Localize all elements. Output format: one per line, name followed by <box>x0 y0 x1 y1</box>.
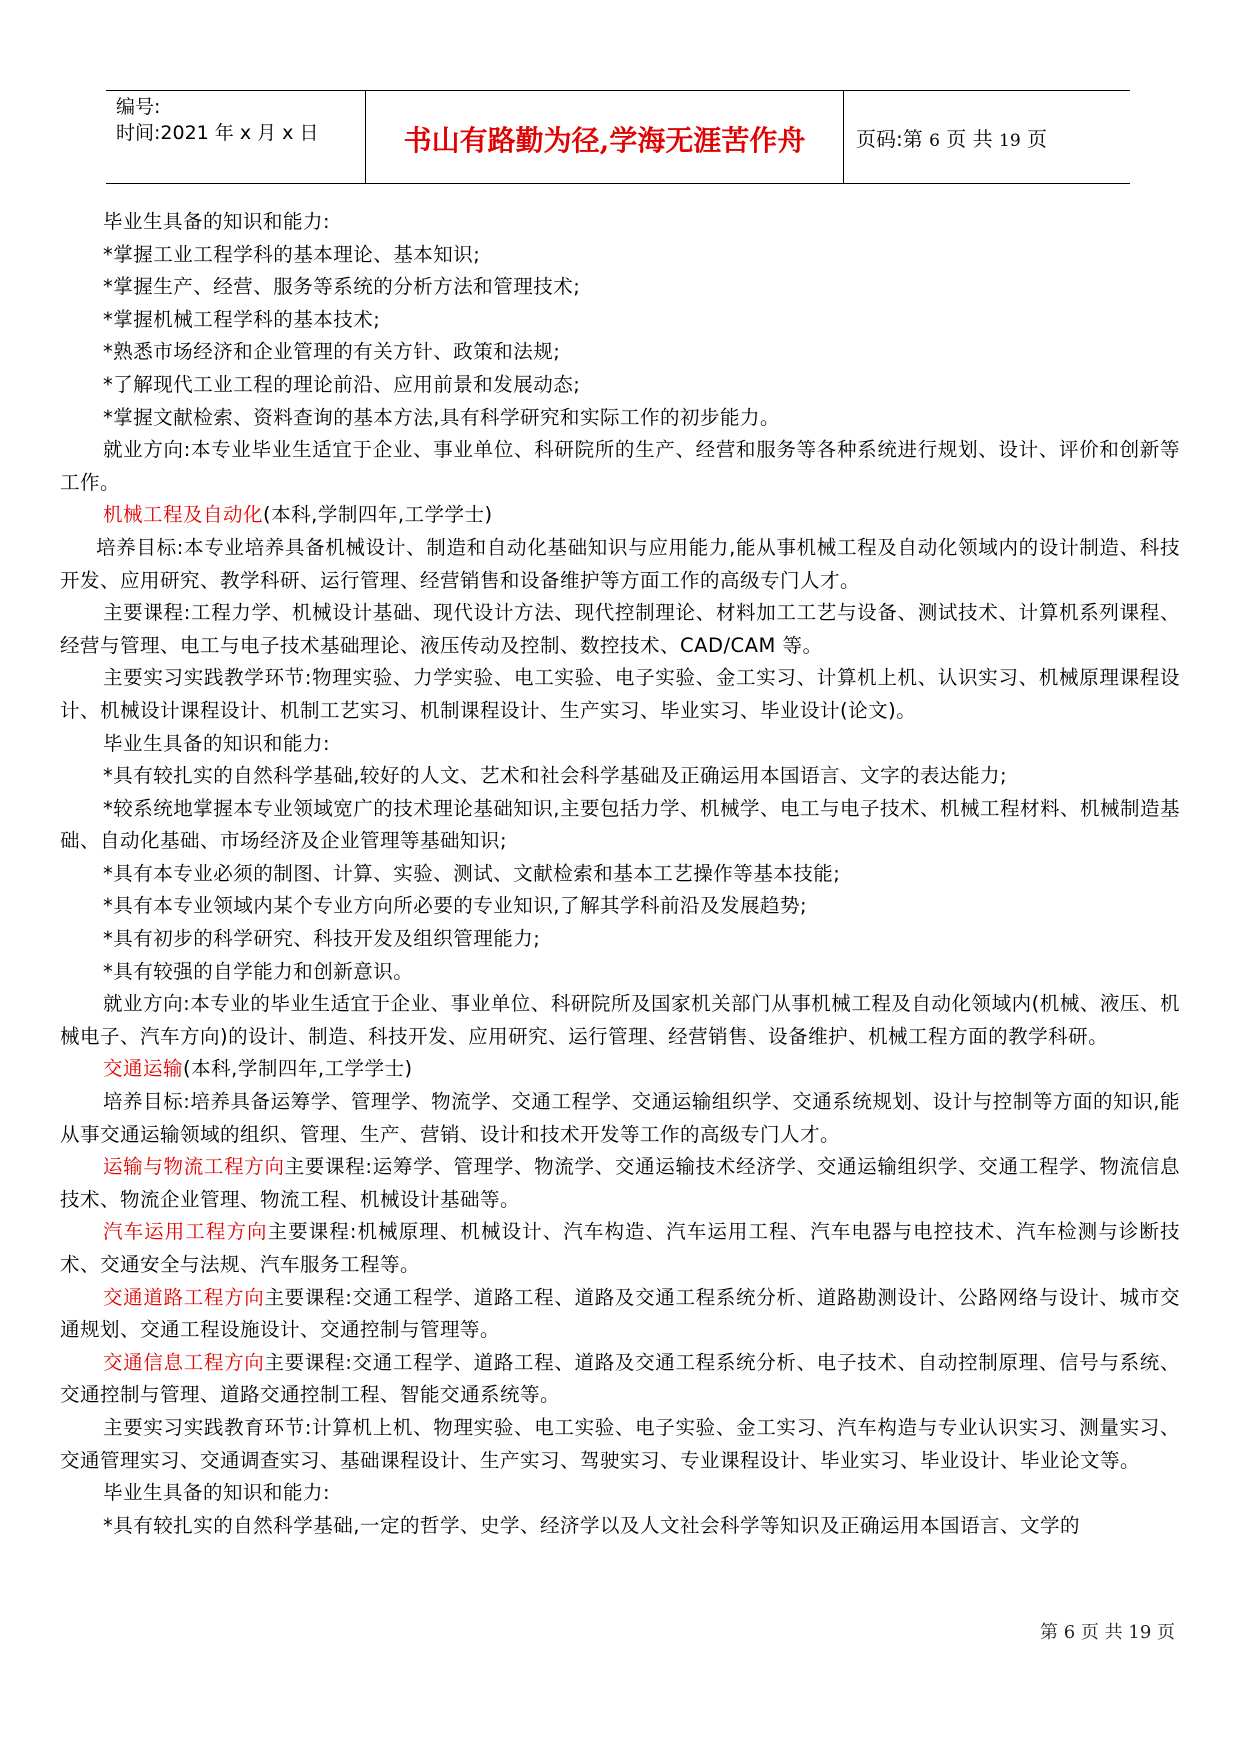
paragraph-text: *掌握工业工程学科的基本理论、基本知识; <box>103 242 481 266</box>
header-meta-cell <box>106 91 366 183</box>
paragraph <box>60 499 1180 532</box>
paragraph <box>60 793 1180 858</box>
document-body <box>60 206 1180 1542</box>
paragraph <box>60 1477 1180 1510</box>
page-total: 19 <box>999 131 1021 151</box>
paragraph <box>60 1086 1180 1151</box>
section-heading-highlight: 机械工程及自动化 <box>103 503 264 527</box>
paragraph <box>60 760 1180 793</box>
header-page-info <box>856 123 1047 152</box>
paragraph-text: *掌握生产、经营、服务等系统的分析方法和管理技术; <box>103 275 581 299</box>
paragraph <box>60 597 1180 662</box>
page-mid: 页 共 <box>939 127 1000 151</box>
paragraph <box>60 1510 1180 1543</box>
page-suffix: 页 <box>1020 127 1048 151</box>
paragraph-text: 毕业生具备的知识和能力: <box>103 731 331 755</box>
paragraph-text: 就业方向:本专业的毕业生适宜于企业、事业单位、科研院所及国家机关部门从事机械工程及自动化领域内(机械、液压、机械电子、汽车方向)的设计、制造、科技开发、应用研究、运行管理、经营销售、设备维护、机械工程方面的教学科研。 <box>60 992 1180 1048</box>
paragraph <box>60 239 1180 272</box>
paragraph-text: *了解现代工业工程的理论前沿、应用前景和发展动态; <box>103 372 581 396</box>
paragraph <box>60 304 1180 337</box>
paragraph-text: 培养目标:本专业培养具备机械设计、制造和自动化基础知识与应用能力,能从事机械工程及自动化领域内的设计制造、科技开发、应用研究、教学科研、运行管理、经营销售和设备维护等方面工作的高级专门人才。 <box>60 535 1180 592</box>
paragraph <box>60 858 1180 891</box>
paragraph-text: (本科,学制四年,工学学士) <box>263 503 493 527</box>
section-heading-highlight: 交通道路工程方向 <box>103 1285 265 1309</box>
section-heading-highlight: 交通运输 <box>103 1057 184 1081</box>
paragraph-text: *具有较扎实的自然科学基础,较好的人文、艺术和社会科学基础及正确运用本国语言、文字的表达能力; <box>103 764 1008 788</box>
header-motto: 书山有路勤为径,学海无涯苦作舟 <box>403 124 806 157</box>
paragraph-text: 培养目标:培养具备运筹学、管理学、物流学、交通工程学、交通运输组织学、交通系统规划、设计与控制等方面的知识,能从事交通运输领域的组织、管理、生产、营销、设计和技术开发等工作的高级专门人才。 <box>60 1090 1180 1146</box>
paragraph <box>60 271 1180 304</box>
paragraph <box>60 434 1180 499</box>
paragraph <box>60 890 1180 923</box>
paragraph <box>60 1347 1180 1412</box>
page-prefix: 页码:第 <box>856 127 930 151</box>
paragraph-text: 主要实习实践教学环节:物理实验、力学实验、电工实验、电子实验、金工实习、计算机上机、认识实习、机械原理课程设计、机械设计课程设计、机制工艺实习、机制课程设计、生产实习、毕业实习、毕业设计(论文)。 <box>60 666 1180 722</box>
paragraph <box>60 923 1180 956</box>
paragraph <box>60 1282 1180 1347</box>
paragraph <box>60 1151 1180 1216</box>
document-number-label: 编号: <box>116 96 161 118</box>
paragraph <box>60 206 1180 239</box>
paragraph-text: (本科,学制四年,工学学士) <box>183 1057 413 1081</box>
paragraph <box>60 402 1180 435</box>
page-current: 6 <box>929 131 940 151</box>
section-heading-highlight: 运输与物流工程方向 <box>103 1155 285 1179</box>
paragraph <box>60 1412 1180 1477</box>
paragraph <box>60 988 1180 1053</box>
header-motto-cell <box>366 91 844 183</box>
paragraph <box>60 532 1180 597</box>
section-heading-highlight: 交通信息工程方向 <box>103 1350 265 1374</box>
paragraph-text: *具有较强的自学能力和创新意识。 <box>103 959 414 983</box>
paragraph <box>60 1216 1180 1281</box>
paragraph-text: *具有较扎实的自然科学基础,一定的哲学、史学、经济学以及人文社会科学等知识及正确运用本国语言、文学的 <box>103 1513 1080 1537</box>
paragraph-text: *具有本专业领域内某个专业方向所必要的专业知识,了解其学科前沿及发展趋势; <box>103 894 808 918</box>
paragraph-text: 主要课程:交通工程学、道路工程、道路及交通工程系统分析、道路勘测设计、公路网络与设计、城市交通规划、交通工程设施设计、交通控制与管理等。 <box>60 1285 1180 1342</box>
paragraph-text: *掌握文献检索、资料查询的基本方法,具有科学研究和实际工作的初步能力。 <box>103 405 780 429</box>
paragraph-text: 主要课程:运筹学、管理学、物流学、交通运输技术经济学、交通运输组织学、交通工程学、物流信息技术、物流企业管理、物流工程、机械设计基础等。 <box>60 1155 1180 1211</box>
paragraph-text: 主要课程:机械原理、机械设计、汽车构造、汽车运用工程、汽车电器与电控技术、汽车检测与诊断技术、交通安全与法规、汽车服务工程等。 <box>60 1220 1180 1276</box>
paragraph-text: *较系统地掌握本专业领域宽广的技术理论基础知识,主要包括力学、机械学、电工与电子技术、机械工程材料、机械制造基础、自动化基础、市场经济及企业管理等基础知识; <box>60 796 1180 853</box>
paragraph <box>60 662 1180 727</box>
paragraph-text: *具有本专业必须的制图、计算、实验、测试、文献检索和基本工艺操作等基本技能; <box>103 861 841 885</box>
paragraph-text: *掌握机械工程学科的基本技术; <box>103 307 381 331</box>
paragraph-text: 主要实习实践教育环节:计算机上机、物理实验、电工实验、电子实验、金工实习、汽车构造与专业认识实习、测量实习、交通管理实习、交通调查实习、基础课程设计、生产实习、驾驶实习、专业课程设计、毕业实习、毕业设计、毕业论文等。 <box>60 1415 1180 1472</box>
paragraph-text: *具有初步的科学研究、科技开发及组织管理能力; <box>103 927 541 951</box>
paragraph <box>60 956 1180 989</box>
paragraph <box>60 728 1180 761</box>
document-header <box>106 90 1130 184</box>
section-heading-highlight: 汽车运用工程方向 <box>103 1220 268 1244</box>
page-footer: 第 6 页 共 19 页 <box>1040 1622 1175 1643</box>
paragraph-text: 主要课程:交通工程学、道路工程、道路及交通工程系统分析、电子技术、自动控制原理、信号与系统、交通控制与管理、道路交通控制工程、智能交通系统等。 <box>60 1350 1180 1407</box>
document-time-label: 时间:2021 年 x 月 x 日 <box>116 122 319 144</box>
paragraph <box>60 369 1180 402</box>
paragraph-text: *熟悉市场经济和企业管理的有关方针、政策和法规; <box>103 340 561 364</box>
paragraph-text: 就业方向:本专业毕业生适宜于企业、事业单位、科研院所的生产、经营和服务等各种系统进行规划、设计、评价和创新等工作。 <box>60 438 1180 494</box>
paragraph-text: 毕业生具备的知识和能力: <box>103 1481 331 1505</box>
header-page-cell <box>844 91 1130 183</box>
paragraph <box>60 1053 1180 1086</box>
paragraph-text: 主要课程:工程力学、机械设计基础、现代设计方法、现代控制理论、材料加工工艺与设备、测试技术、计算机系列课程、经营与管理、电工与电子技术基础理论、液压传动及控制、数控技术、CAD/CAM 等。 <box>60 601 1180 657</box>
paragraph-text: 毕业生具备的知识和能力: <box>103 210 331 233</box>
paragraph <box>60 336 1180 369</box>
